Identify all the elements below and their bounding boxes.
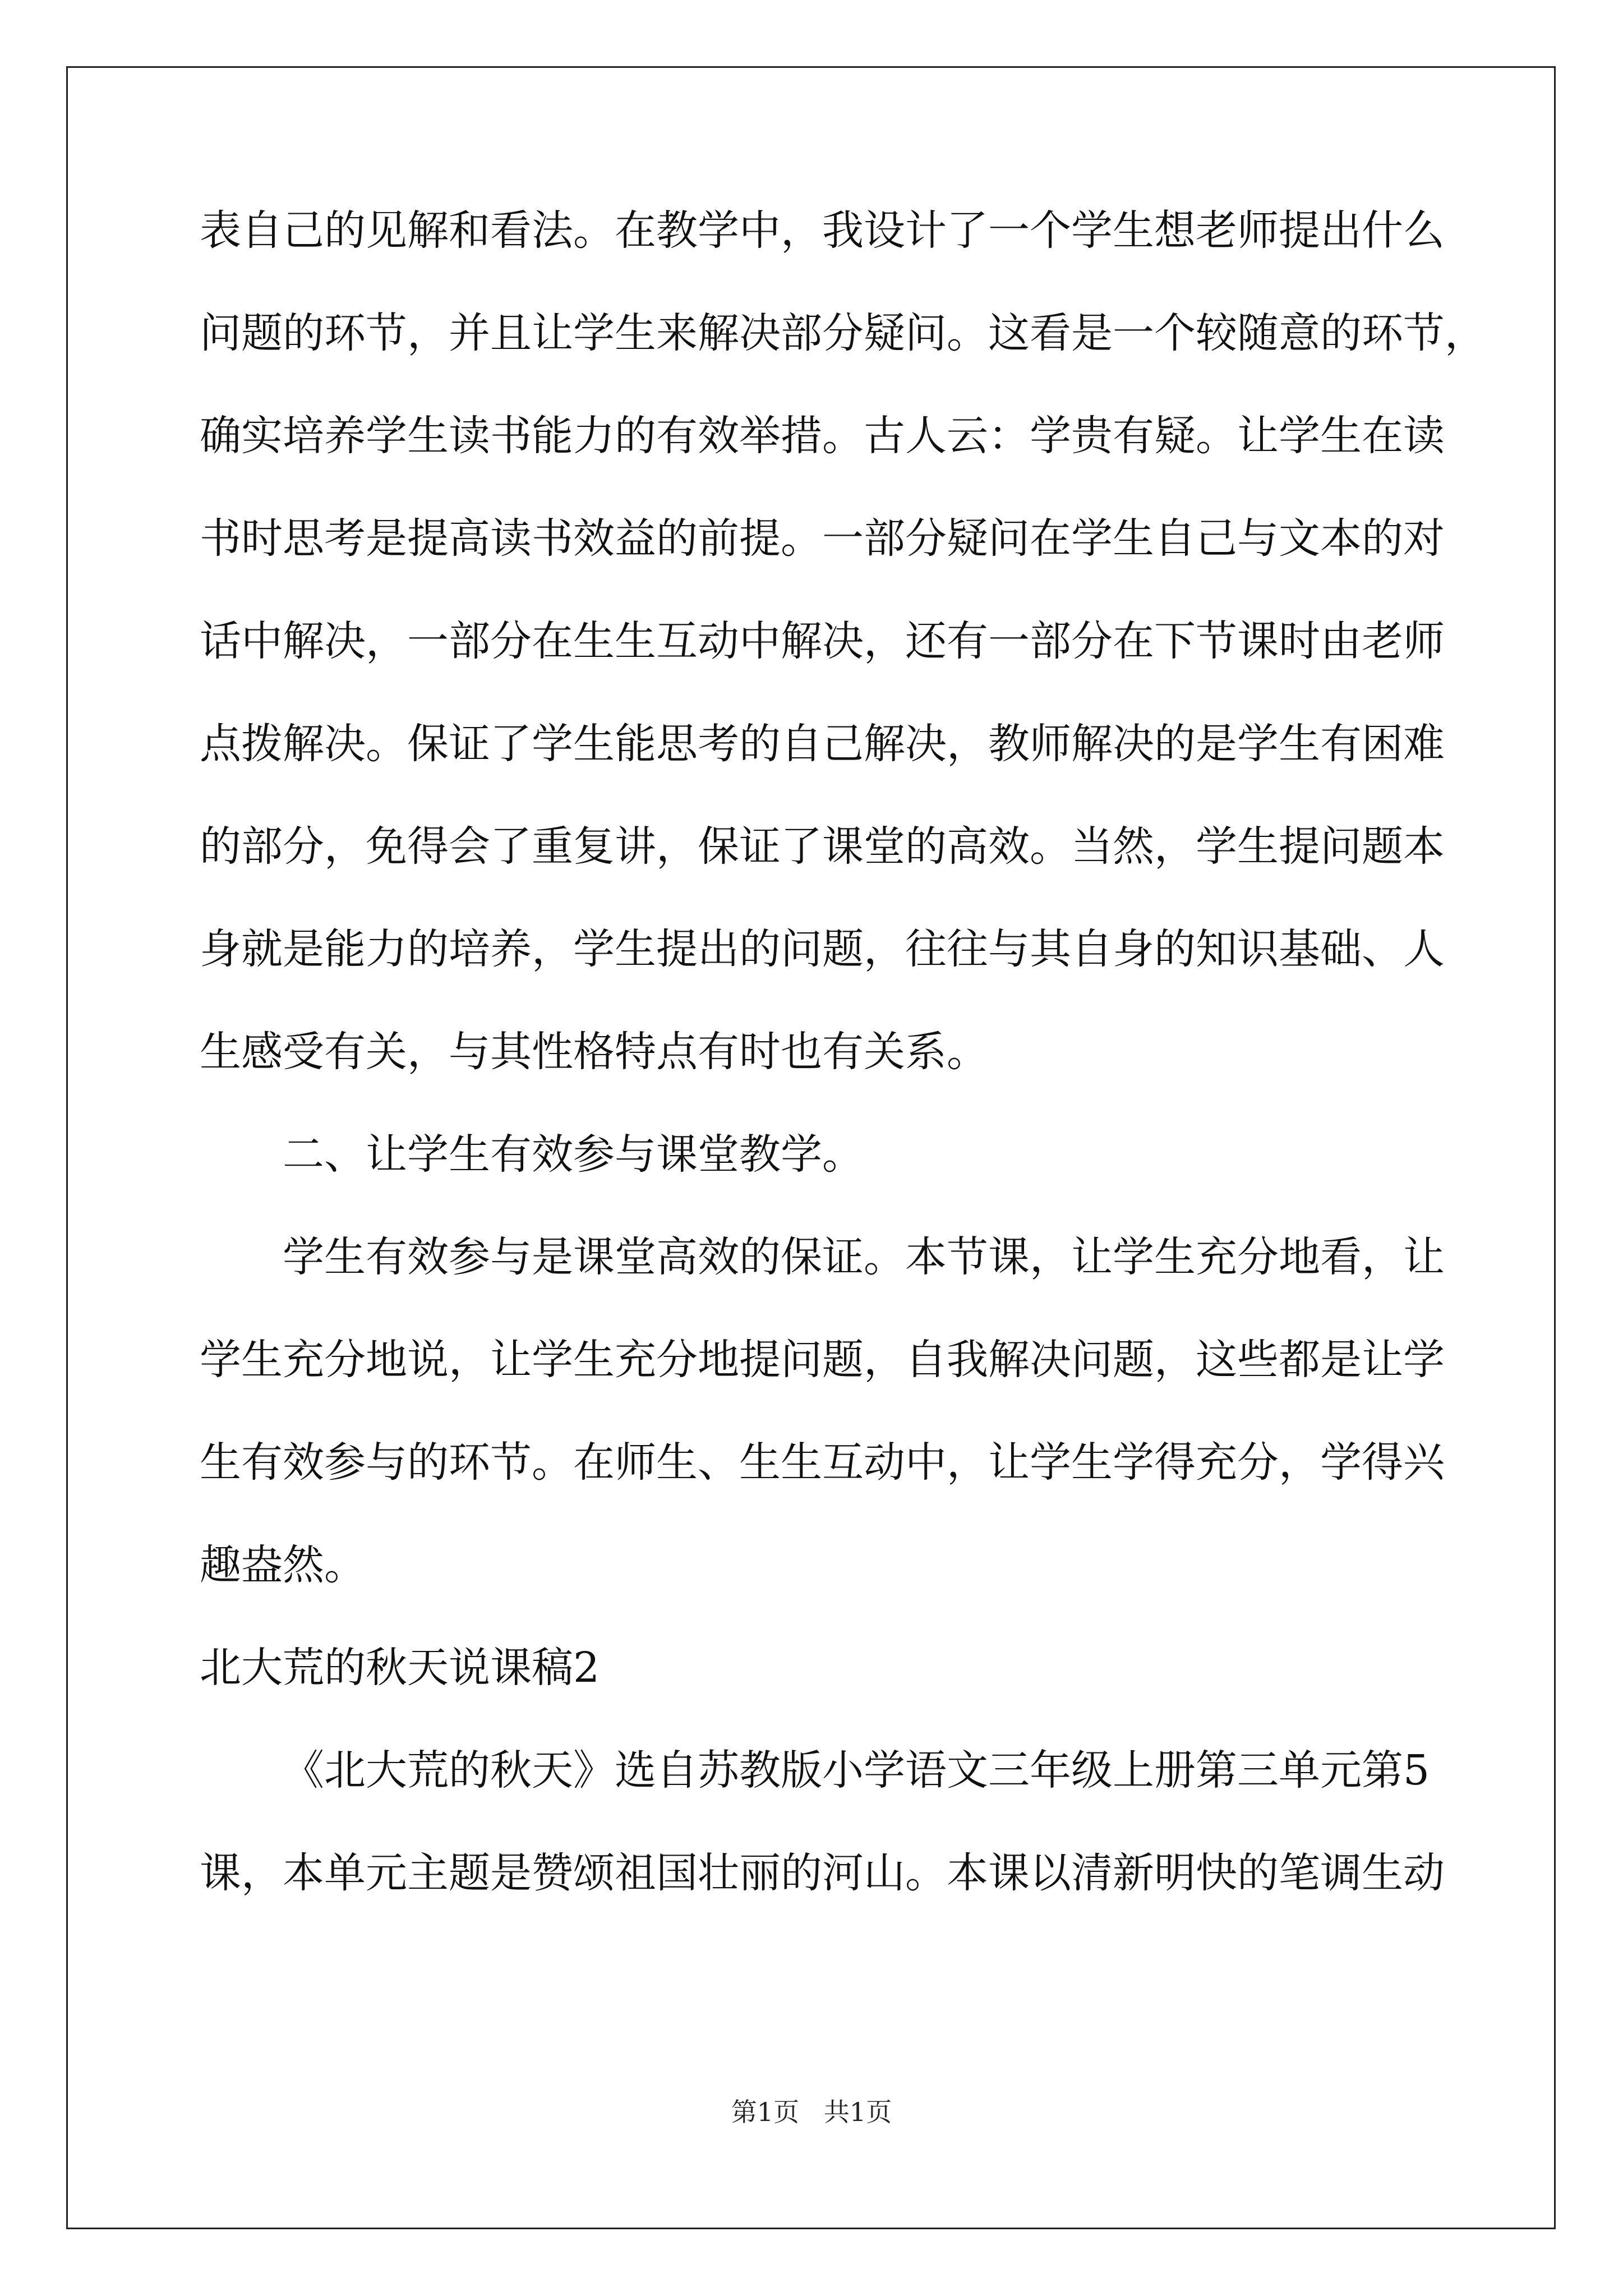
page-number: 第1页 共1页 [731,2097,892,2127]
text-line: 趣盎然。 [200,1541,366,1589]
text-line: 生感受有关，与其性格特点有时也有关系。 [200,1028,988,1076]
text-line: 身就是能力的培养，学生提出的问题，往往与其自身的知识基础、人 [200,925,1445,973]
section-heading: 二、让学生有效参与课堂教学。 [283,1130,864,1179]
text-line: 生有效参与的环节。在师生、生生互动中，让学生学得充分，学得兴 [200,1438,1445,1487]
text-line: 学生充分地说，让学生充分地提问题，自我解决问题，这些都是让学 [200,1336,1445,1384]
text-line: 问题的环节，并且让学生来解决部分疑问。这看是一个较随意的环节， [200,309,1486,357]
text-line: 表自己的见解和看法。在教学中，我设计了一个学生想老师提出什么 [200,206,1445,255]
text-line: 确实培养学生读书能力的有效举措。古人云：学贵有疑。让学生在读 [200,412,1445,460]
text-line: 点拨解决。保证了学生能思考的自己解决，教师解决的是学生有困难 [200,720,1445,768]
text-line: 课，本单元主题是赞颂祖国壮丽的河山。本课以清新明快的笔调生动 [200,1849,1445,1897]
text-line: 书时思考是提高读书效益的前提。一部分疑问在学生自己与文本的对 [200,514,1445,563]
text-line: 的部分，免得会了重复讲，保证了课堂的高效。当然，学生提问题本 [200,822,1445,871]
text-line: 《北大荒的秋天》选自苏教版小学语文三年级上册第三单元第5 [283,1746,1430,1795]
document-subtitle: 北大荒的秋天说课稿2 [200,1644,600,1692]
text-line: 话中解决，一部分在生生互动中解决，还有一部分在下节课时由老师 [200,617,1445,665]
text-line: 学生有效参与是课堂高效的保证。本节课，让学生充分地看，让 [283,1233,1445,1281]
